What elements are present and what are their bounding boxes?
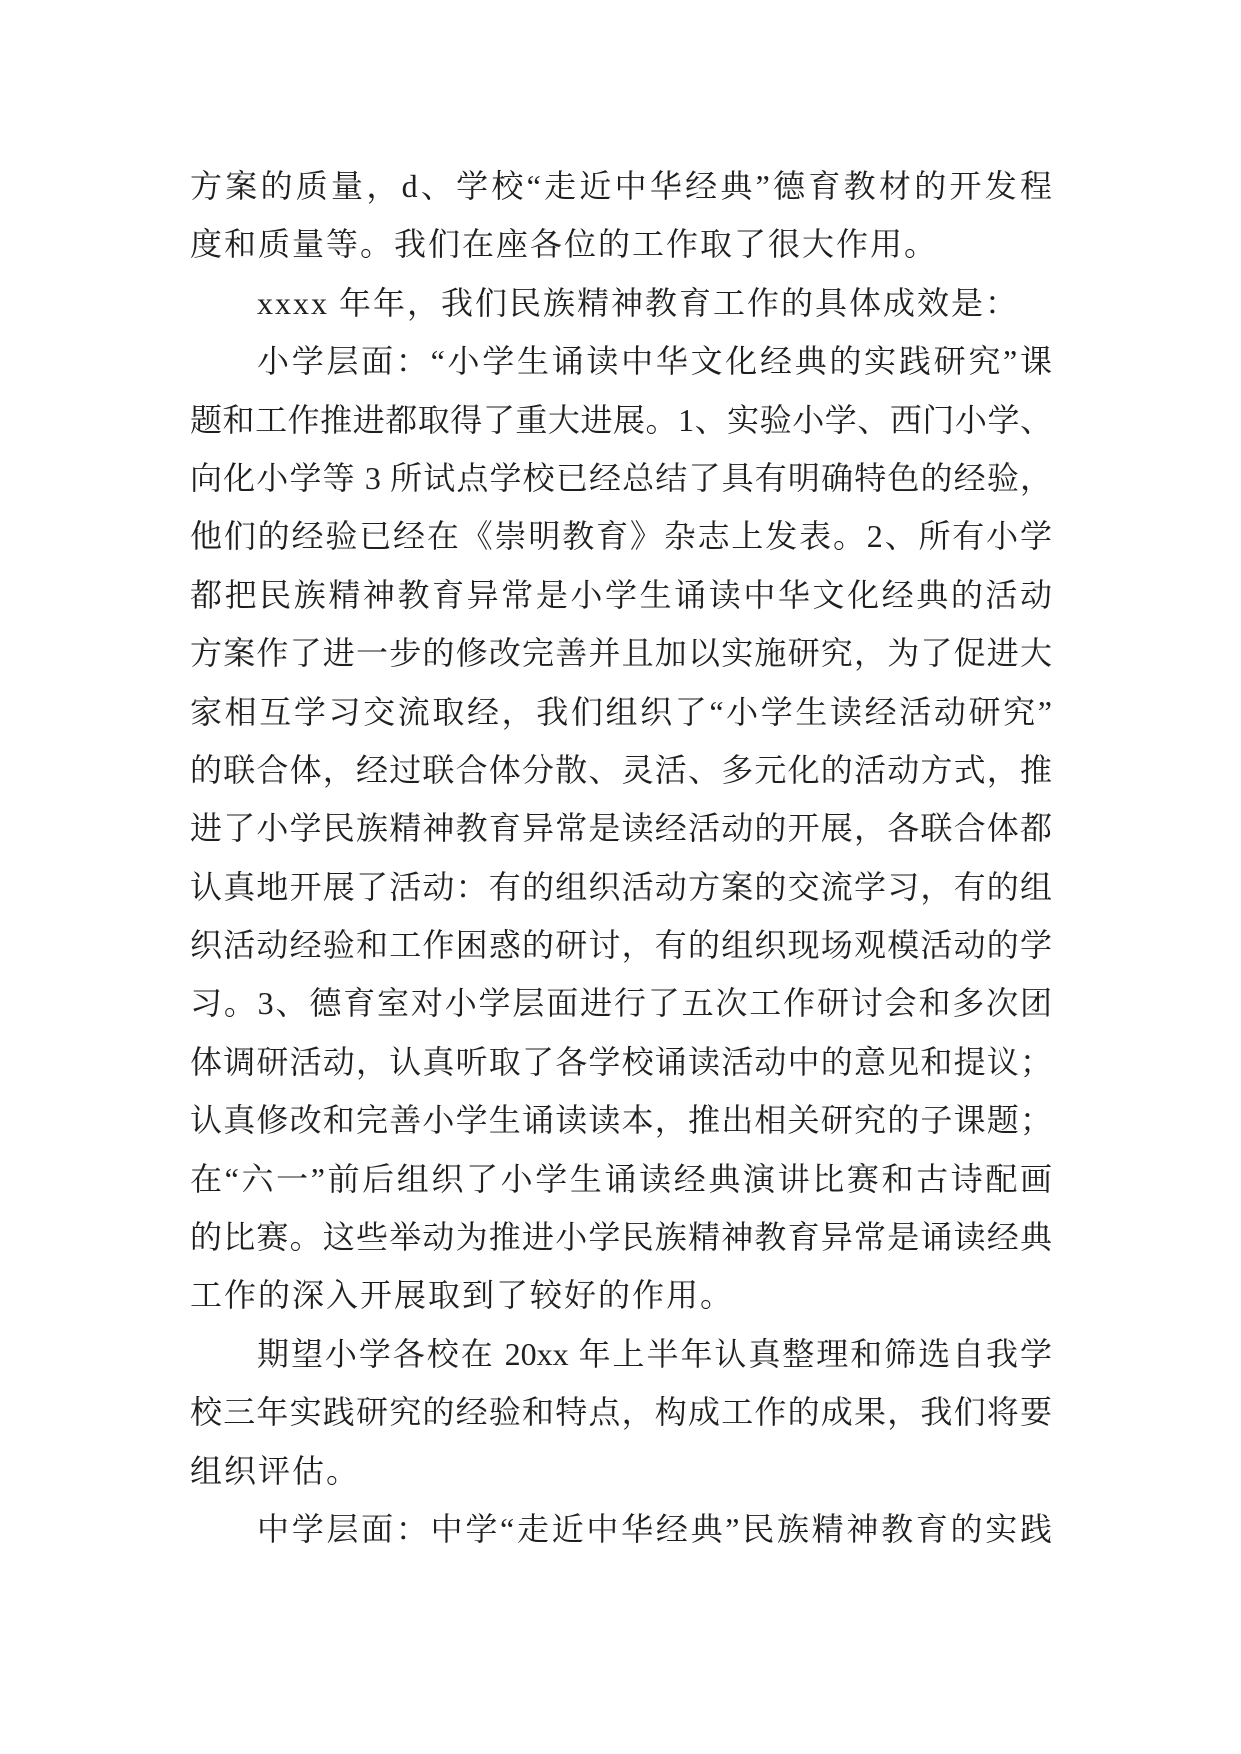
text-line: 中学层面：中学“走近中华经典”民族精神教育的实践	[257, 1510, 1052, 1547]
text-line: 向化小学等 3 所试点学校已经总结了具有明确特色的经验，	[190, 459, 1052, 496]
text-line: 他们的经验已经在《崇明教育》杂志上发表。2、所有小学	[190, 518, 1052, 555]
text-line: 在“六一”前后组织了小学生诵读经典演讲比赛和古诗配画	[190, 1160, 1052, 1197]
text-line: 织活动经验和工作困惑的研讨，有的组织现场观模活动的学	[190, 927, 1052, 964]
text-line: 小学层面：“小学生诵读中华文化经典的实践研究”课	[257, 343, 1052, 380]
text-line: 校三年实践研究的经验和特点，构成工作的成果，我们将要	[190, 1394, 1052, 1431]
text-line: 进了小学民族精神教育异常是读经活动的开展，各联合体都	[190, 810, 1052, 847]
text-line: 度和质量等。我们在座各位的工作取了很大作用。	[190, 226, 939, 263]
text-line: 工作的深入开展取到了较好的作用。	[190, 1277, 735, 1314]
text-line: 题和工作推进都取得了重大进展。1、实验小学、西门小学、	[190, 401, 1052, 438]
text-line: xxxx 年年，我们民族精神教育工作的具体成效是：	[257, 284, 1020, 321]
text-line: 体调研活动，认真听取了各学校诵读活动中的意见和提议；	[190, 1043, 1052, 1080]
text-line: 的比赛。这些举动为推进小学民族精神教育异常是诵读经典	[190, 1219, 1052, 1256]
text-line: 组织评估。	[190, 1452, 361, 1489]
text-line: 认真修改和完善小学生诵读读本，推出相关研究的子课题；	[190, 1102, 1052, 1139]
text-line: 方案作了进一步的修改完善并且加以实施研究，为了促进大	[190, 635, 1052, 672]
text-line: 家相互学习交流取经，我们组织了“小学生读经活动研究”	[190, 693, 1052, 730]
text-line: 都把民族精神教育异常是小学生诵读中华文化经典的活动	[190, 576, 1052, 613]
text-block	[190, 157, 1052, 1558]
text-line: 的联合体，经过联合体分散、灵活、多元化的活动方式，推	[190, 751, 1052, 788]
text-line: 认真地开展了活动：有的组织活动方案的交流学习，有的组	[190, 868, 1052, 905]
text-line: 习。3、德育室对小学层面进行了五次工作研讨会和多次团	[190, 985, 1052, 1022]
text-line: 期望小学各校在 20xx 年上半年认真整理和筛选自我学	[257, 1335, 1052, 1372]
text-line: 方案的质量，d、学校“走近中华经典”德育教材的开发程	[190, 168, 1052, 204]
